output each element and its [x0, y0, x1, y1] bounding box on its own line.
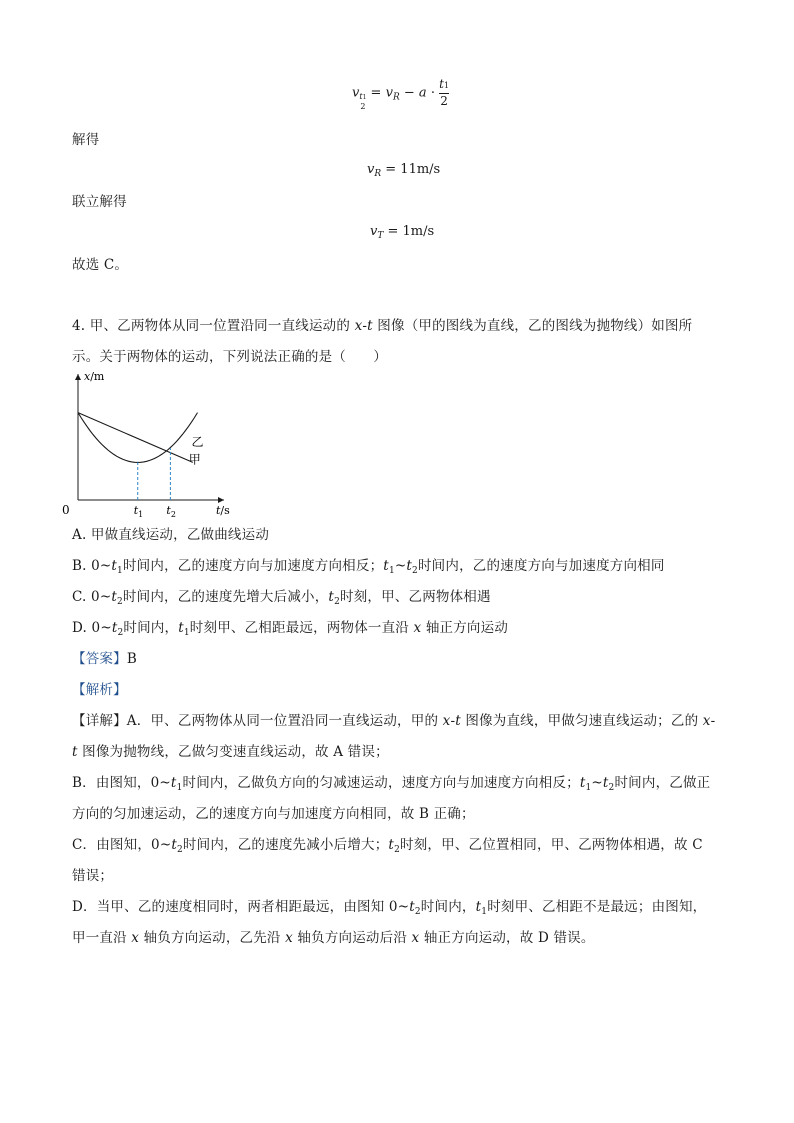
- an5-p2: 时间内，乙的速度先减小后增大；: [182, 837, 389, 853]
- optb-p2: 时间内，乙的速度方向与加速度方向相反；: [122, 558, 384, 574]
- optc-t2: t: [111, 589, 117, 605]
- an8-x2: x: [285, 930, 293, 946]
- q-text: 4. 甲、乙两物体从同一位置沿同一直线运动的: [72, 318, 355, 334]
- analysis-line-1: [72, 712, 715, 730]
- optb-s2: 2: [412, 566, 418, 576]
- an1-d: -: [450, 713, 456, 729]
- optd-t1: t: [178, 620, 184, 636]
- an1-x2: x: [702, 713, 711, 729]
- an7-p2: 时间内，: [420, 899, 476, 915]
- xt-graph: [60, 372, 240, 520]
- formula-v: v: [352, 85, 360, 101]
- optc-p1: C. 0~: [72, 589, 112, 605]
- optc-t2b: t: [328, 589, 335, 605]
- an5-p1: C．由图知，0~: [72, 837, 172, 853]
- optc-p2: 时间内，乙的速度先增大后减小，: [122, 589, 329, 605]
- an3-s1: 1: [176, 783, 183, 793]
- option-a: A. 甲做直线运动，乙做曲线运动: [72, 527, 270, 543]
- text-jiede: 解得: [72, 132, 100, 148]
- optc-s2: 2: [116, 597, 123, 607]
- optb-t1: t: [111, 558, 118, 574]
- x-axis-label: t/s: [216, 504, 230, 517]
- an3-p3: 时间内，乙做正: [614, 775, 711, 791]
- formula-a: a: [418, 85, 427, 101]
- series-jia-label: 甲: [188, 452, 201, 467]
- formula-minus: −: [403, 85, 415, 101]
- tick-label-t1: $t_1$: [133, 504, 144, 519]
- optc-s2b: 2: [334, 597, 340, 607]
- analysis-line-3: [72, 774, 710, 797]
- an5-s2: 2: [176, 845, 183, 855]
- answer: [72, 650, 137, 668]
- an7-t1: t: [475, 899, 482, 915]
- an3-t2: t: [602, 775, 609, 791]
- optb-p3: 时间内，乙的速度方向与加速度方向相同: [417, 558, 665, 574]
- optb-tilde: ~: [394, 558, 407, 574]
- fraction-numerator: t: [439, 77, 444, 91]
- option-b: [72, 557, 665, 580]
- an3-s2: 2: [608, 783, 615, 793]
- answer-value: B: [126, 651, 137, 667]
- fraction-denominator: 2: [440, 94, 448, 108]
- formula-eq: =: [370, 85, 382, 101]
- series-yi-label: 乙: [191, 434, 204, 449]
- an1-x: x: [442, 713, 451, 729]
- formula-vr: v: [385, 85, 393, 101]
- optc-p3: 时刻，甲、乙两物体相遇: [340, 589, 491, 605]
- formula3-v: v: [370, 224, 378, 239]
- an2-t: t: [72, 744, 78, 760]
- optd-p3: 时刻甲、乙相距最远，两物体一直沿: [189, 620, 414, 636]
- optd-x: x: [413, 620, 422, 636]
- q-dash: -: [362, 318, 368, 334]
- answer-label: 【答案】: [72, 651, 127, 667]
- formula2-sub: R: [374, 169, 382, 179]
- analysis-line-7: [72, 898, 706, 921]
- formula3-sub: T: [377, 231, 384, 241]
- tick-label-t2: $t_2$: [166, 504, 176, 519]
- text-lianli: 联立解得: [72, 194, 127, 210]
- an3-tilde: ~: [591, 775, 603, 791]
- optb-s1: 1: [117, 566, 123, 576]
- an7-p1: D．当甲、乙的速度相同时，两者相距最远，由图知 0~: [72, 899, 410, 915]
- optd-s2: 2: [117, 628, 124, 638]
- optb-s1b: 1: [388, 566, 395, 576]
- optd-p4: 轴正方向运动: [421, 620, 509, 636]
- an1-t: t: [455, 713, 461, 729]
- origin-label: 0: [62, 503, 70, 517]
- q-text2: 图像（甲的图线为直线，乙的图线为抛物线）如图所: [372, 318, 693, 334]
- an8-x: x: [131, 930, 140, 946]
- an2-p: 图像为抛物线，乙做匀变速直线运动，故 A 错误；: [77, 744, 389, 760]
- an7-s2: 2: [414, 907, 421, 917]
- an8-x3: x: [411, 930, 420, 946]
- an8-p3: 轴负方向运动后沿: [292, 930, 412, 946]
- analysis-line-2: [72, 743, 389, 761]
- optd-s1: 1: [183, 628, 190, 638]
- optd-p2: 时间内，: [123, 620, 179, 636]
- y-axis-label: x/m: [84, 372, 105, 383]
- optb-p1: B. 0~: [72, 558, 112, 574]
- an3-s1b: 1: [585, 783, 592, 793]
- formula-velocity-midtime: [352, 78, 449, 111]
- formula-sub-frac: [359, 92, 366, 111]
- formula2-rhs: = 11m/s: [385, 162, 441, 177]
- q-t: t: [367, 318, 373, 334]
- an1-d2: -: [710, 713, 716, 729]
- an3-p1: B．由图知，0~: [72, 775, 171, 791]
- text-guxuan: 故选 C。: [72, 257, 129, 273]
- question-line-2: 示。关于两物体的运动，下列说法正确的是（ ）: [72, 349, 388, 365]
- question-line-1: [72, 317, 692, 335]
- formula-sub-2: 2: [360, 101, 366, 111]
- an1-p2: 图像为直线，甲做匀速直线运动；乙的: [460, 713, 703, 729]
- an8-p1: 甲一直沿: [72, 930, 132, 946]
- an5-t2b: t: [388, 837, 395, 853]
- optd-t2: t: [111, 620, 118, 636]
- an8-p2: 轴负方向运动，乙先沿: [139, 930, 286, 946]
- an7-t2: t: [409, 899, 415, 915]
- an3-p2: 时间内，乙做负方向的匀减速运动，速度方向与加速度方向相反；: [182, 775, 580, 791]
- formula-dot: ·: [430, 85, 435, 101]
- an5-p3: 时刻，甲、乙位置相同，甲、乙两物体相遇，故 C: [400, 837, 703, 853]
- option-d: [72, 619, 508, 642]
- an5-t2: t: [171, 837, 177, 853]
- an5-s2b: 2: [394, 845, 400, 855]
- analysis-label: 【解析】: [72, 682, 127, 698]
- formula-fraction: [439, 78, 449, 108]
- analysis-line-6: 错误；: [72, 868, 114, 884]
- an1-p1: 【详解】A．甲、乙两物体从同一位置沿同一直线运动，甲的: [72, 713, 443, 729]
- analysis-line-5: [72, 836, 703, 859]
- an8-p4: 轴正方向运动，故 D 错误。: [419, 930, 595, 946]
- formula3-rhs: = 1m/s: [387, 224, 435, 239]
- an7-s1: 1: [481, 907, 488, 917]
- formula-sub-t: t: [359, 91, 363, 101]
- formula2-v: v: [367, 162, 375, 177]
- optb-t1b: t: [383, 558, 389, 574]
- analysis-line-8: [72, 929, 595, 947]
- formula-vt-result: [370, 224, 434, 241]
- an3-t1b: t: [579, 775, 586, 791]
- q-x: x: [354, 318, 363, 334]
- optb-t2: t: [406, 558, 413, 574]
- optd-p1: D. 0~: [72, 620, 112, 636]
- fraction-numerator-sub: 1: [443, 81, 450, 90]
- an3-t1: t: [170, 775, 177, 791]
- an7-p3: 时刻甲、乙相距不是最远；由图知，: [487, 899, 707, 915]
- formula-vr-result: [367, 162, 440, 179]
- formula-vr-sub: R: [392, 92, 400, 103]
- formula-sub-1: 1: [362, 93, 367, 101]
- analysis-line-4: 方向的匀加速运动，乙的速度方向与加速度方向相同，故 B 正确；: [72, 806, 475, 822]
- option-c: [72, 588, 491, 611]
